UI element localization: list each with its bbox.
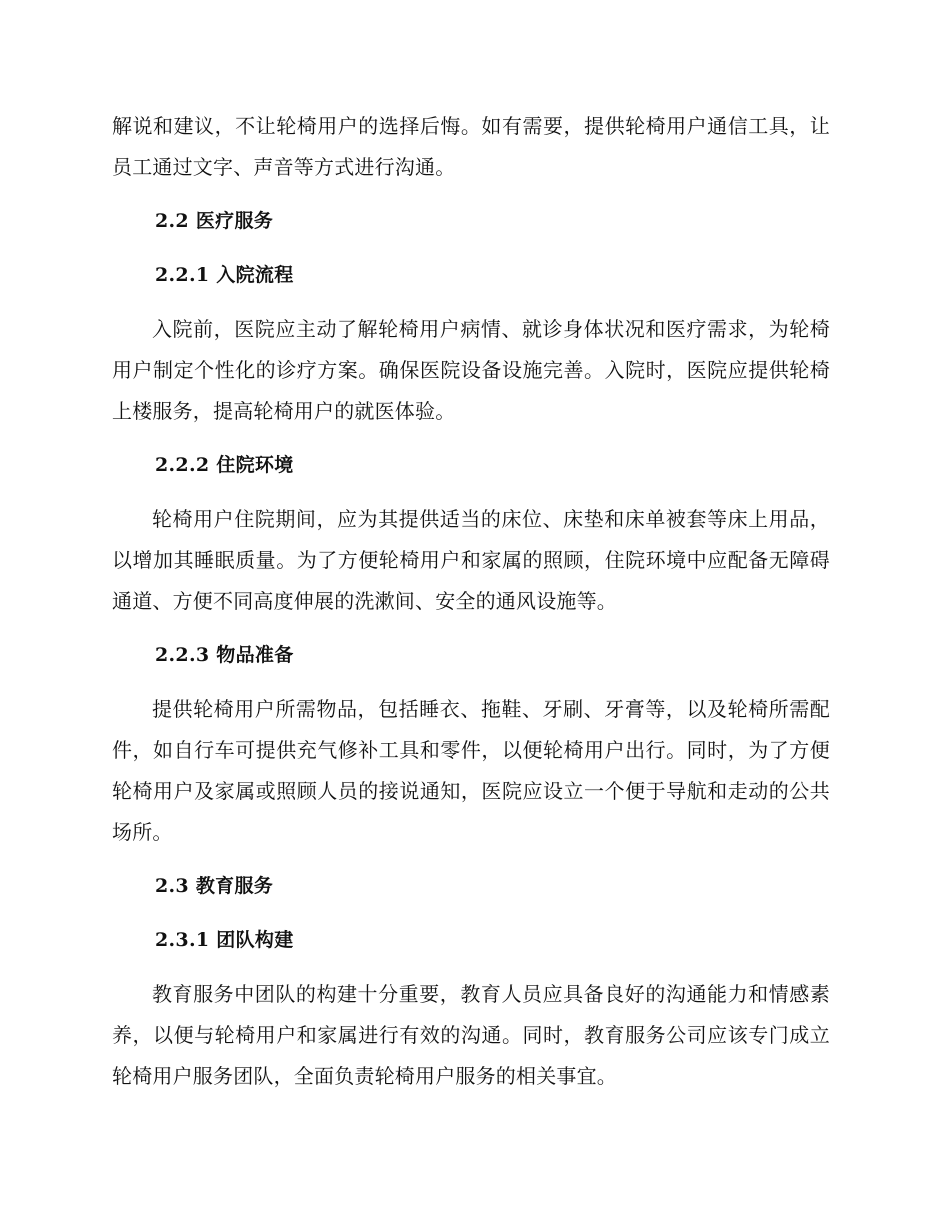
section-heading-item-preparation: 2.2.3 物品准备 bbox=[155, 644, 294, 666]
document-body bbox=[112, 106, 830, 1097]
section-heading-admission-process: 2.2.1 入院流程 bbox=[155, 264, 294, 286]
paragraph-admission-process: 入院前，医院应主动了解轮椅用户病情、就诊身体状况和医疗需求，为轮椅用户制定个性化的诊疗方案。确保医院设备设施完善。入院时，医院应提供轮椅上楼服务，提高轮椅用户的就医体验。 bbox=[112, 317, 830, 423]
section-heading-inpatient-environment: 2.2.2 住院环境 bbox=[155, 454, 294, 476]
section-heading-team-building: 2.3.1 团队构建 bbox=[155, 929, 294, 951]
section-heading-education-service: 2.3 教育服务 bbox=[155, 875, 274, 897]
paragraph-inpatient-environment: 轮椅用户住院期间，应为其提供适当的床位、床垫和床单被套等床上用品，以增加其睡眠质量。为了方便轮椅用户和家属的照顾，住院环境中应配备无障碍通道、方便不同高度伸展的洗漱间、安全的通风设施等。 bbox=[112, 507, 830, 613]
paragraph-team-building: 教育服务中团队的构建十分重要，教育人员应具备良好的沟通能力和情感素养，以便与轮椅用户和家属进行有效的沟通。同时，教育服务公司应该专门成立轮椅用户服务团队，全面负责轮椅用户服务的相关事宜。 bbox=[112, 982, 830, 1088]
paragraph-item-preparation: 提供轮椅用户所需物品，包括睡衣、拖鞋、牙刷、牙膏等，以及轮椅所需配件，如自行车可提供充气修补工具和零件，以便轮椅用户出行。同时，为了方便轮椅用户及家属或照顾人员的接说通知，医院应设立一个便于导航和走动的公共场所。 bbox=[112, 697, 830, 844]
intro-paragraph: 解说和建议，不让轮椅用户的选择后悔。如有需要，提供轮椅用户通信工具，让员工通过文字、声音等方式进行沟通。 bbox=[112, 114, 830, 179]
section-heading-medical-service: 2.2 医疗服务 bbox=[155, 210, 274, 232]
